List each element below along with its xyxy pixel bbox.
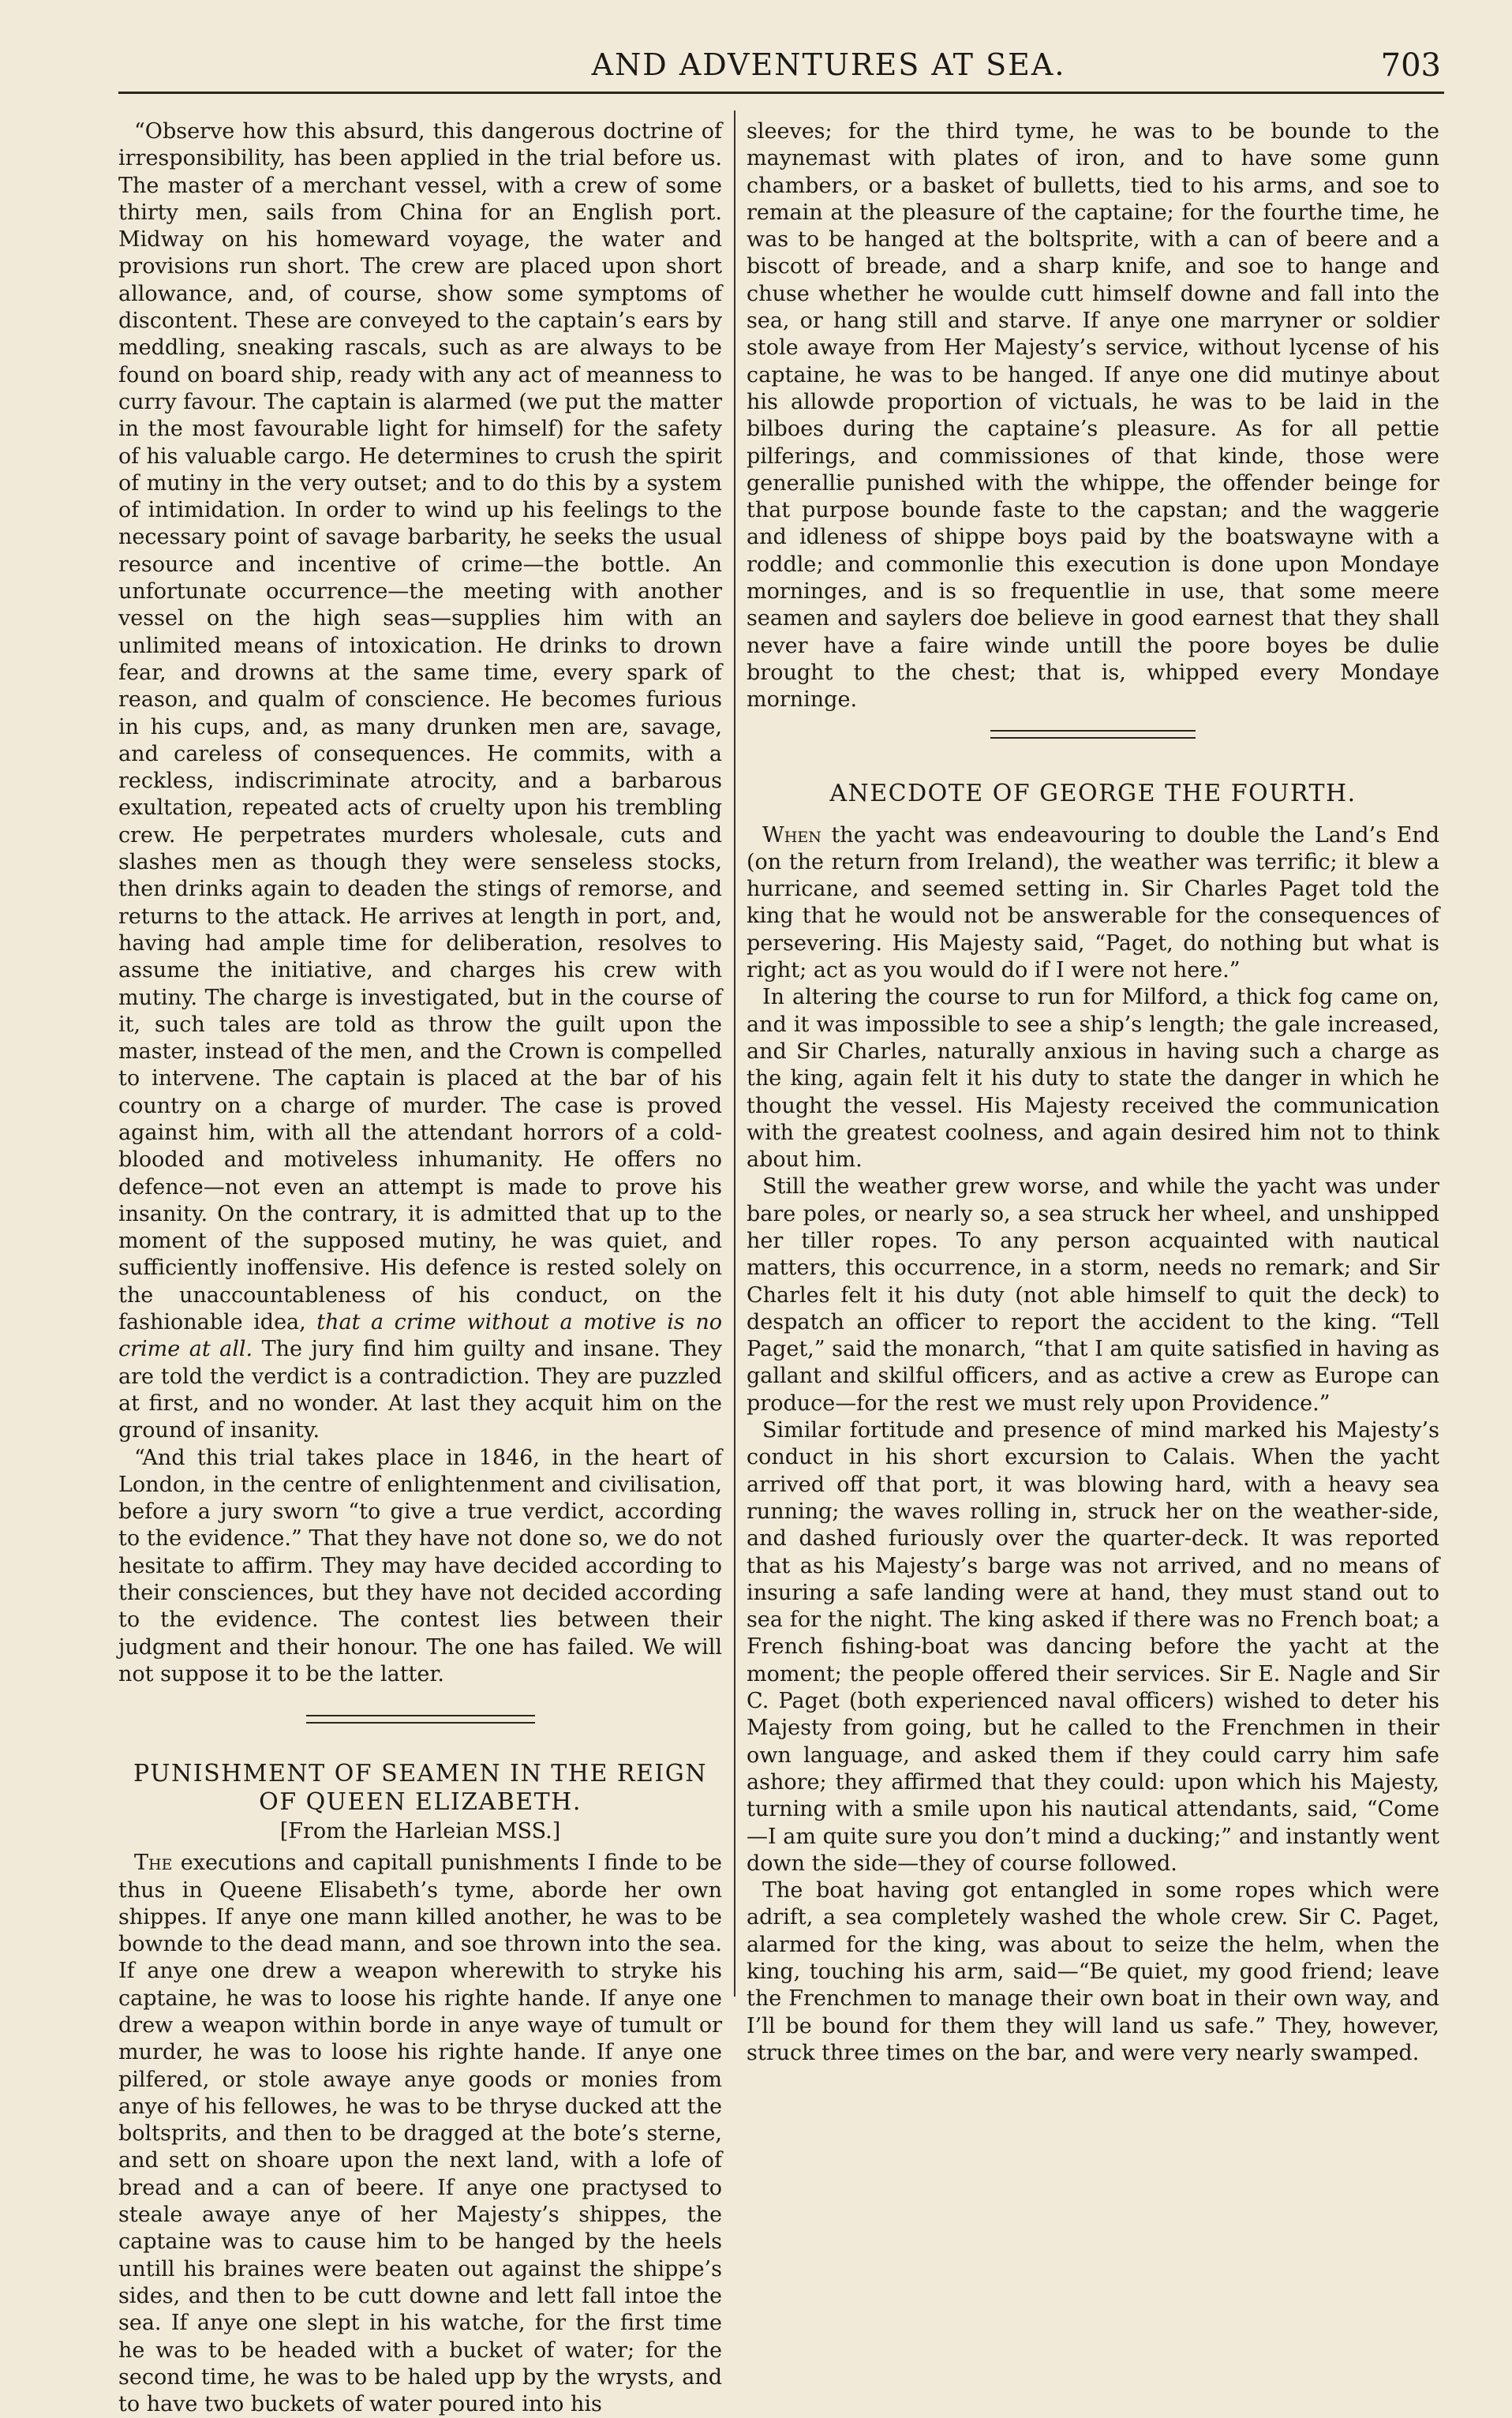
section-source: [From the Harleian MSS.] [279, 1819, 561, 1844]
lead-word: The [134, 1851, 173, 1876]
article-paragraph-text: “Observe how this absurd, this dangerous doctrine of irresponsibility, has been applied in the trial before us. The master of a merchant vessel, with a crew of some thirty men, sails from China for an English port. Midway on his homeward voyage, the water and provisions run short. The crew are placed upon short allowance, and, of course, show some symptoms of discontent. These are conveyed to the captain’s ears by meddling, sneaking rascals, such as are always to be found on board ship, ready with any act of meanness to curry favour. The captain is alarmed (we put the matter in the most favourable light for himself) for the safety of his valuable cargo. He determines to crush the spirit of mutiny in the very outset; and to do this by a system of intimidation. In order to wind up his feelings to the necessary point of savage barbarity, he seeks the usual resource and incentive of crime—the bottle. An unfortunate occurrence—the meeting with another vessel on the high seas—supplies him with an unlimited means of intoxication. He drinks to drown fear, and drowns at the same time, every spark of reason, and qualm of conscience. He becomes furious in his cups, and, as many drunken men are, savage, and careless of consequences. He commits, with a reckless, indiscriminate atrocity, and a barbarous exultation, repeated acts of cruelty upon his trembling crew. He perpetrates murders wholesale, cuts and slashes men as though they were senseless stocks, then drinks again to deaden the stings of remorse, and returns to the attack. He arrives at length in port, and, having had ample time for deliberation, resolves to assume the initiative, and charges his crew with mutiny. The charge is investigated, but in the course of it, such tales are told as throw the guilt upon the master, instead of the men, and the Crown is compelled to intervene. The captain is placed at the bar of his country on a charge of murder. The case is proved against him, with all the attendant horrors of a cold-blooded and motiveless inhumanity. He offers no defence—not even an attempt is made to prove his insanity. On the contrary, it is admitted that up to the moment of the supposed mutiny, he was quiet, and sufficiently inoffensive. His defence is rested solely on the unaccountableness of his conduct, on the fashionable idea, [118, 119, 722, 1335]
italic-phrase: that a crime without a motive is no crime at all. [118, 1310, 722, 1362]
left-column [118, 118, 722, 2418]
anecdote-paragraph-text: the yacht was endeavouring to double the Land’s End (on the return from Ireland), the weather was terrific; it blew a hurricane, and seemed setting in. Sir Charles Paget told the king that he would not be answerable for the consequences of persevering. His Majesty said, “Paget, do nothing but what is right; act as you would do if I were not here.” [747, 822, 1439, 983]
lead-word: When [762, 822, 821, 848]
running-head [118, 44, 1444, 92]
punishment-paragraph-text: executions and capitall punishments I finde to be thus in Queene Elisabeth’s tyme, aborde her own shippes. If anye one mann killed another, he was to be bownde to the dead mann, and soe thrown into the sea. If anye one drew a weapon wherewith to stryke his captaine, he was to loose his righte hande. If anye one drew a weapon within borde in anye waye of tumult or murder, he was to loose his righte hande. If anye one pilfered, or stole awaye anye goods or monies from anye of his fellowes, he was to be thryse ducked att the boltsprits, and then to be dragged at the bote’s sterne, and sett on shoare upon the next land, with a lofe of bread and a can of beere. If anye one practysed to steale awaye anye of her Majesty’s shippes, the captaine was to cause him to be hanged by the heels untill his braines were beaten out against the shippe’s sides, and then to be cutt downe and lett fall intoe the sea. If anye one slept in his watche, for the first time he was to be headed with a bucket of water; for the second time, he was to be haled upp by the wrysts, and to have two buckets of water poured into his [118, 1851, 722, 2417]
article-paragraph [118, 118, 722, 1445]
section-heading-anecdote: ANECDOTE OF GEORGE THE FOURTH. [829, 779, 1357, 807]
running-title: AND ADVENTURES AT SEA. [591, 47, 1066, 82]
continuation-paragraph: sleeves; for the third tyme, he was to be bounde to the maynemast with plates of iron, and to have some gunn chambers, or a basket of bulletts, tied to his arms, and soe to remain at the pleasure of the captaine; for the fourthe time, he was to be hanged at the boltsprite, with a can of beere and a biscott of breade, and a sharp knife, and soe to hange and chuse whether he woulde cutt himself downe and fall into the sea, or hang still and starve. If anye one marryner or soldier stole awaye from Her Majesty’s service, without lycense of his captaine, he was to be hanged. If anye one did mutinye about his allowde proportion of victuals, he was to be laid in the bilboes during the captaine’s pleasure. As for all pettie pilferings, and commissiones of that kinde, those were generallie punished with the whippe, the offender beinge for that purpose bounde faste to the capstan; and the waggerie and idleness of shippe boys paid by the boatswayne with a roddle; and commonlie this execution is done upon Mondaye morninges, and is so frequentlie in use, that some meere seamen and saylers doe believe in good earnest that they shall never have a faire winde untill the poore boyes be dulie brought to the chest; that is, whipped every Mondaye morninge. [747, 119, 1439, 713]
page-number: 703 [1380, 47, 1441, 84]
section-divider-rule [306, 1715, 535, 1724]
anecdote-paragraph: Still the weather grew worse, and while the yacht was under bare poles, or nearly so, a sea struck her wheel, and unshipped her tiller ropes. To any person acquainted with nautical matters, this occurrence, in a storm, needs no remark; and Sir Charles felt it his duty (not able himself to quit the deck) to despatch an officer to report the accident to the king. “Tell Paget,” said the monarch, “that I am quite satisfied in having as gallant and skilful officers, and as active a crew as Europe can produce—for the rest we must rely upon Providence.” [747, 1174, 1439, 1416]
punishment-paragraph [118, 1850, 722, 2418]
column-divider [734, 110, 735, 1997]
header-rule [118, 92, 1444, 94]
anecdote-paragraph: In altering the course to run for Milford, a thick fog came on, and it was impossible to see a ship’s length; the gale increased, and Sir Charles, naturally anxious in having such a charge as the king, again felt it his duty to state the danger in which he thought the vessel. His Majesty received the communication with the greatest coolness, and again desired him not to think about him. [747, 985, 1439, 1173]
right-column [747, 118, 1439, 2067]
article-paragraph: “And this trial takes place in 1846, in the heart of London, in the centre of enlightenment and civilisation, before a jury sworn “to give a true verdict, according to the evidence.” That they have not done so, we do not hesitate to affirm. They may have decided according to their consciences, but they have not decided according to the evidence. The contest lies between their judgment and their honour. The one has failed. We will not suppose it to be the latter. [118, 1445, 722, 1686]
anecdote-paragraph: The boat having got entangled in some ropes which were adrift, a sea completely washed the whole crew. Sir C. Paget, alarmed for the king, was about to seize the helm, when the king, touching his arm, said—“Be quiet, my good friend; leave the Frenchmen to manage their own boat in their own way, and I’ll be bound for them they will land us safe.” They, however, struck three times on the bar, and were very nearly swamped. [747, 1878, 1439, 2065]
section-divider-rule [990, 730, 1196, 739]
anecdote-paragraph: Similar fortitude and presence of mind marked his Majesty’s conduct in his short excursion to Calais. When the yacht arrived off that port, it was blowing hard, with a heavy sea running; the waves rolling in, struck her on the weather-side, and dashed furiously over the quarter-deck. It was reported that as his Majesty’s barge was not arrived, and no means of insuring a safe landing were at hand, they must stand out to sea for the night. The king asked if there was no French boat; a French fishing-boat was dancing before the yacht at the moment; the people offered their services. Sir E. Nagle and Sir C. Paget (both experienced naval officers) wished to deter his Majesty from going, but he called to the Frenchmen in their own language, and asked them if they could carry him safe ashore; they affirmed that they could: upon which his Majesty, turning with a smile upon his nautical attendants, said, “Come—I am quite sure you don’t mind a ducking;” and instantly went down the side—they of course followed. [747, 1418, 1439, 1876]
section-heading-punishment: PUNISHMENT OF SEAMEN IN THE REIGN OF QUEEN ELIZABETH. [133, 1760, 707, 1817]
anecdote-paragraph [747, 822, 1439, 985]
article-paragraph-tail: The jury find him guilty and insane. They are told the verdict is a contradiction. They are puzzled at first, and no wonder. At last they acquit him on the ground of insanity. [118, 1337, 723, 1443]
